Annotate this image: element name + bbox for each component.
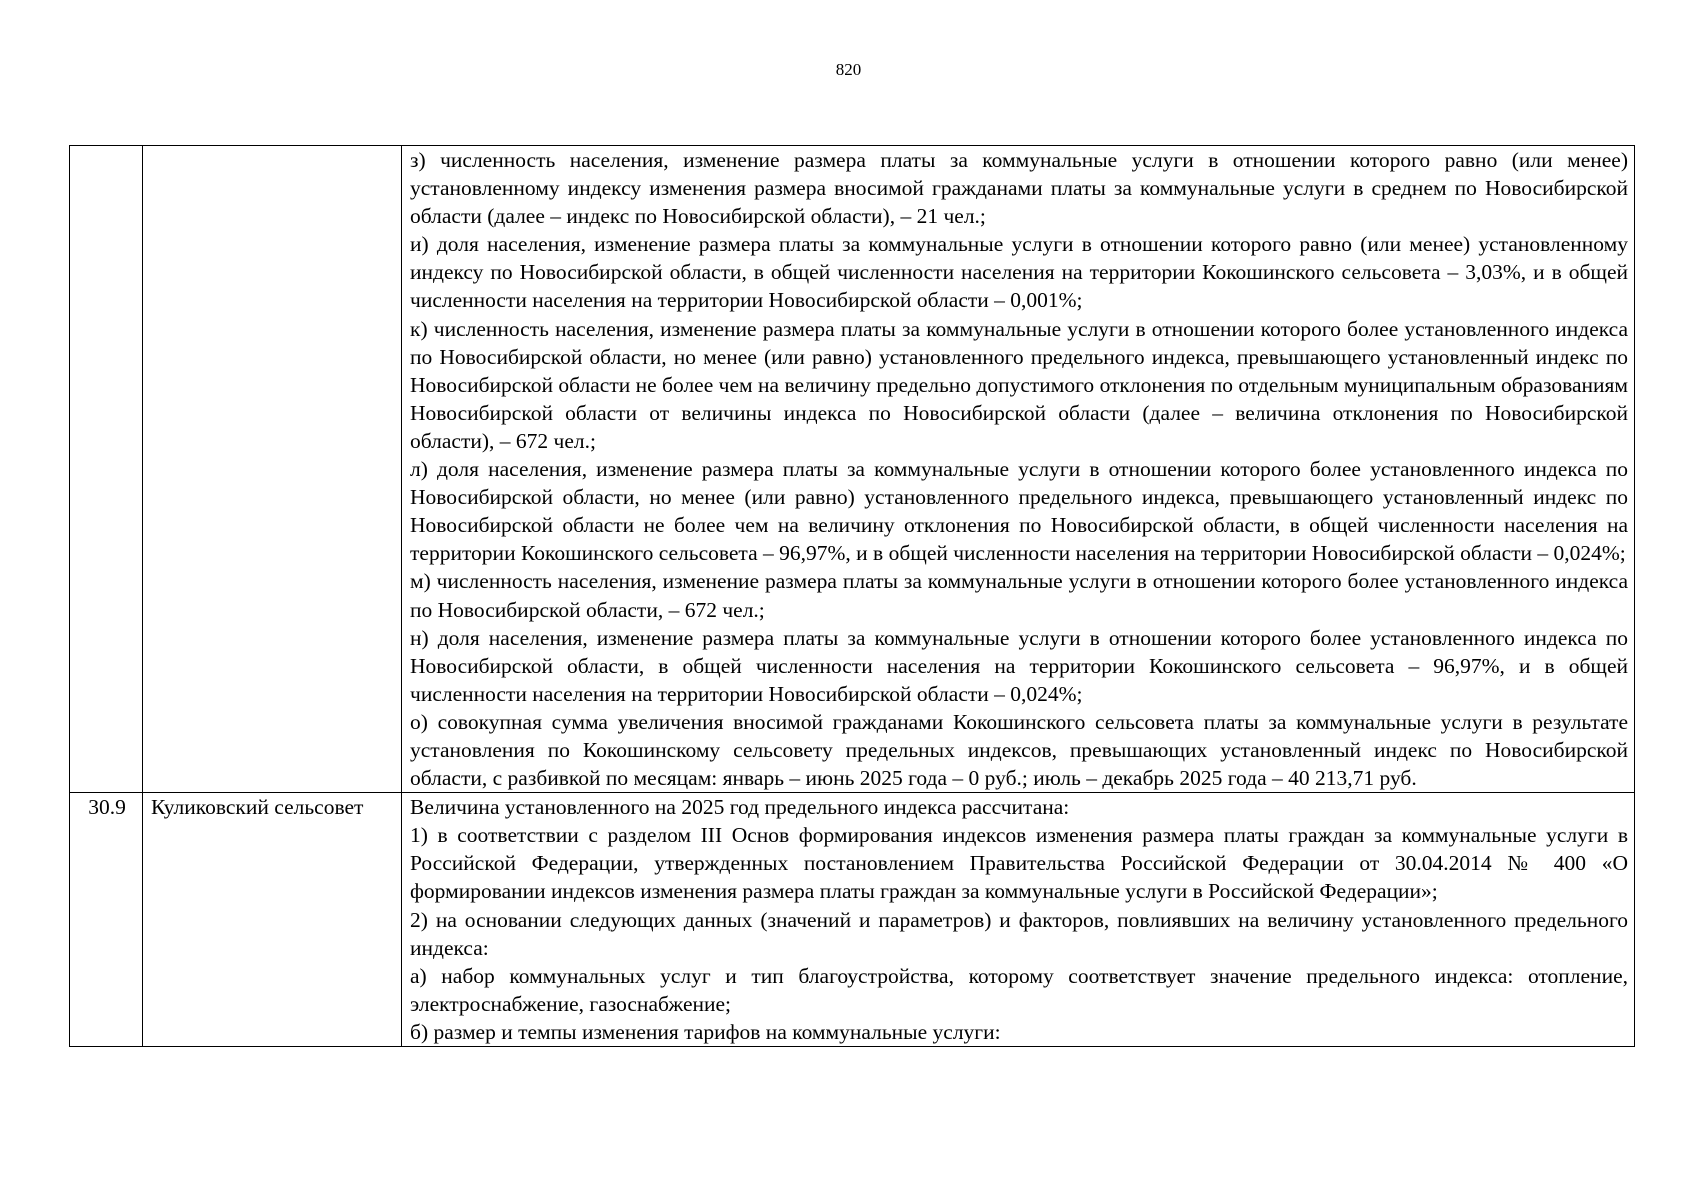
paragraph: и) доля населения, изменение размера платы за коммунальные услуги в отношении которого равно (или менее) установленному индексу по Новосибирской области, в общей численности населения на территории Кокошинского сельсовета – 3,03%, и в общей численности населения на территории Новосибирской области – 0,001%; bbox=[410, 232, 1628, 313]
row-number-cell bbox=[70, 146, 143, 793]
paragraph: л) доля населения, изменение размера платы за коммунальные услуги в отношении которого более установленного индекса по Новосибирской области, но менее (или равно) установленного предельного индекса, превышающего установленный индекс по Новосибирской области не более чем на величину отклонения по Новосибирской области, в общей численности населения на территории Кокошинского сельсовета – 96,97%, и в общей численности населения на территории Новосибирской области – 0,024%; bbox=[410, 457, 1628, 566]
description-cell bbox=[402, 793, 1635, 1047]
paragraph: н) доля населения, изменение размера платы за коммунальные услуги в отношении которого более установленного индекса по Новосибирской области, в общей численности населения на территории Кокошинского сельсовета – 96,97%, и в общей численности населения на территории Новосибирской области – 0,024%; bbox=[410, 625, 1628, 706]
paragraph: 2) на основании следующих данных (значений и параметров) и факторов, повлиявших на величину установленного предельного индекса: bbox=[410, 907, 1628, 960]
paragraph: з) численность населения, изменение размера платы за коммунальные услуги в отношении которого равно (или менее) установленному индексу изменения размера вносимой гражданами платы за коммунальные услуги в среднем по Новосибирской области (далее – индекс по Новосибирской области), – 21 чел.; bbox=[410, 148, 1628, 229]
description-cell bbox=[402, 146, 1635, 793]
document-table bbox=[69, 145, 1635, 1047]
municipality-name-cell: Куликовский сельсовет bbox=[143, 793, 402, 1047]
page-number: 820 bbox=[835, 60, 862, 79]
paragraph: б) размер и темпы изменения тарифов на коммунальные услуги: bbox=[410, 1019, 1001, 1044]
paragraph: Величина установленного на 2025 год предельного индекса рассчитана: bbox=[410, 795, 1070, 820]
paragraph: м) численность населения, изменение размера платы за коммунальные услуги в отношении которого более установленного индекса по Новосибирской области, – 672 чел.; bbox=[410, 569, 1628, 622]
paragraph: к) численность населения, изменение размера платы за коммунальные услуги в отношении которого более установленного индекса по Новосибирской области, но менее (или равно) установленного предельного индекса, превышающего установленный индекс по Новосибирской области не более чем на величину предельно допустимого отклонения по отдельным муниципальным образованиям Новосибирской области от величины индекса по Новосибирской области (далее – величина отклонения по Новосибирской области), – 672 чел.; bbox=[410, 316, 1628, 453]
table-row bbox=[70, 793, 1635, 1047]
table-row bbox=[70, 146, 1635, 793]
paragraph: а) набор коммунальных услуг и тип благоустройства, которому соответствует значение предельного индекса: отопление, электроснабжение, газоснабжение; bbox=[410, 963, 1628, 1016]
paragraph: 1) в соответствии с разделом III Основ формирования индексов изменения размера платы граждан за коммунальные услуги в Российской Федерации, утвержденных постановлением Правительства Российской Федерации от 30.04.2014 № 400 «О формировании индексов изменения размера платы граждан за коммунальные услуги в Российской Федерации»; bbox=[410, 823, 1628, 904]
paragraph: о) совокупная сумма увеличения вносимой гражданами Кокошинского сельсовета платы за коммунальные услуги в результате установления по Кокошинскому сельсовету предельных индексов, превышающих установленный индекс по Новосибирской области, с разбивкой по месяцам: январь – июнь 2025 года – 0 руб.; июль – декабрь 2025 года – 40 213,71 руб. bbox=[410, 709, 1628, 791]
row-number-cell: 30.9 bbox=[70, 793, 143, 1047]
municipality-name-cell bbox=[143, 146, 402, 793]
